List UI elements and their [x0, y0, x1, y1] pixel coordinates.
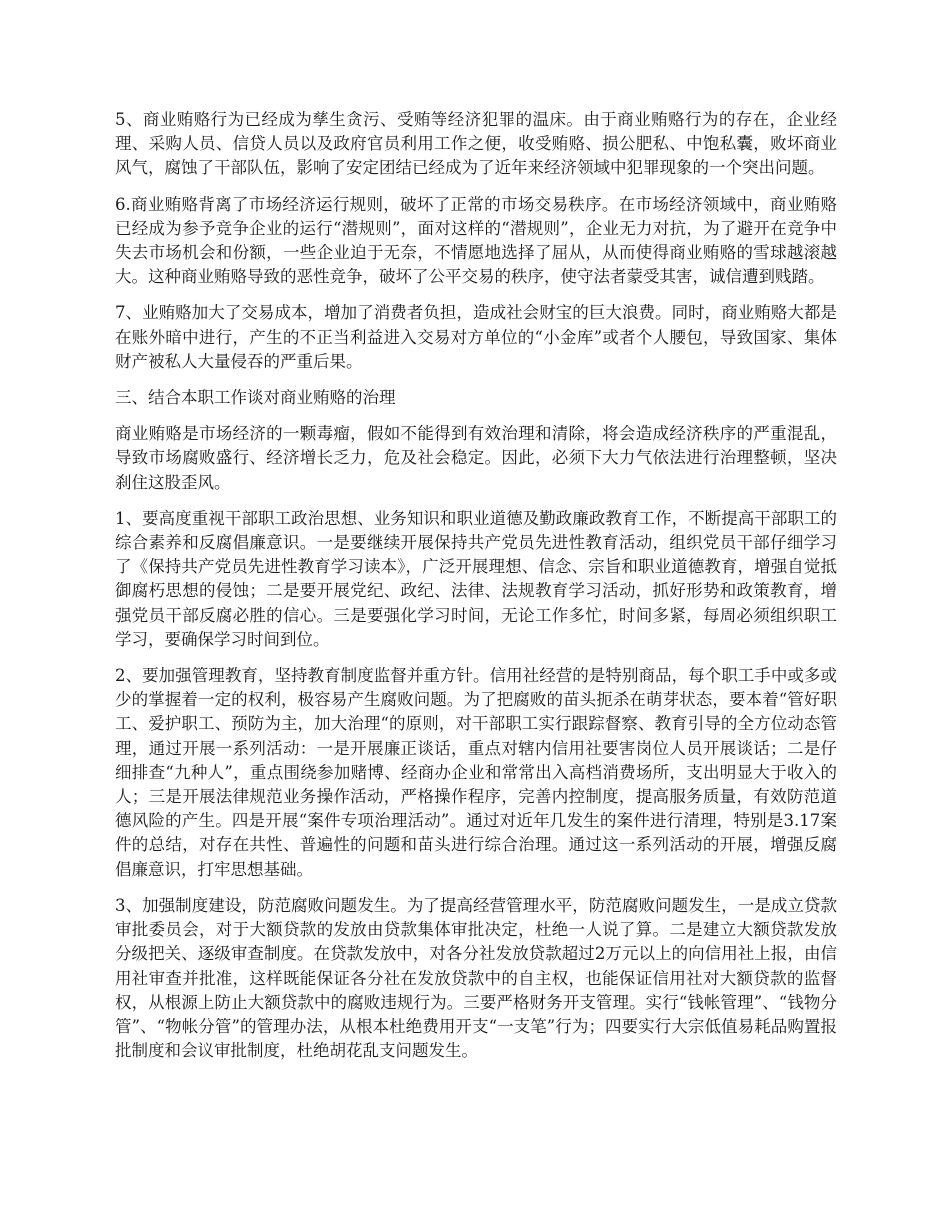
- paragraph-intro: 商业贿赂是市场经济的一颗毒瘤，假如不能得到有效治理和清除，将会造成经济秩序的严重混乱，导致市场腐败盛行、经济增长乏力，危及社会稳定。因此，必须下大力气依法进行治理整顿，坚决刹住这股歪风。: [115, 424, 837, 492]
- document-body: [115, 108, 837, 1075]
- paragraph-point-6: 6.商业贿赂背离了市场经济运行规则，破坏了正常的市场交易秩序。在市场经济领域中，商业贿赂已经成为参予竞争企业的运行“潜规则”，面对这样的“潜规则”，企业无力对抗，为了避开在竞争中失去市场机会和份额，一些企业迫于无奈，不情愿地选择了屈从，从而使得商业贿赂的雪球越滚越大。这种商业贿赂导致的恶性竞争，破坏了公平交易的秩序，使守法者蒙受其害，诚信遭到贱踏。: [115, 194, 837, 287]
- paragraph-measure-2: 2、要加强管理教育，坚持教育制度监督并重方针。信用社经营的是特别商品，每个职工手中或多或少的掌握着一定的权利，极容易产生腐败问题。为了把腐败的苗头扼杀在萌芽状态，要本着“管好职工、爱护职工、预防为主，加大治理“的原则，对干部职工实行跟踪督察、教育引导的全方位动态管理，通过开展一系列活动：一是开展廉正谈话，重点对辖内信用社要害岗位人员开展谈话；二是仔细排查“九种人”，重点围绕参加赌博、经商办企业和常常出入高档消费场所，支出明显大于收入的人；三是开展法律规范业务操作活动，严格操作程序，完善内控制度，提高服务质量，有效防范道德风险的产生。四是开展“案件专项治理活动”。通过对近年几发生的案件进行清理，特别是3.17案件的总结，对存在共性、普遍性的问题和苗头进行综合治理。通过这一系列活动的开展，增强反腐倡廉意识，打牢思想基础。: [115, 666, 837, 879]
- paragraph-measure-1: 1、要高度重视干部职工政治思想、业务知识和职业道德及勤政廉政教育工作，不断提高干部职工的综合素养和反腐倡廉意识。一是要继续开展保持共产党员先进性教育活动，组织党员干部仔细学习了《保持共产党员先进性教育学习读本》，广泛开展理想、信念、宗旨和职业道德教育，增强自觉抵御腐朽思想的侵蚀；二是要开展党纪、政纪、法律、法规教育学习活动，抓好形势和政策教育，增强党员干部反腐必胜的信心。三是要强化学习时间，无论工作多忙，时间多紧，每周必须组织职工学习，要确保学习时间到位。: [115, 508, 837, 649]
- paragraph-measure-3: 3、加强制度建设，防范腐败问题发生。为了提高经营管理水平，防范腐败问题发生，一是成立贷款审批委员会，对于大额贷款的发放由贷款集体审批决定，杜绝一人说了算。二是建立大额贷款发放分级把关、逐级审查制度。在贷款发放中，对各分社发放贷款超过2万元以上的向信用社上报，由信用社审查并批准，这样既能保证各分社在发放贷款中的自主权，也能保证信用社对大额贷款的监督权，从根源上防止大额贷款中的腐败违规行为。三要严格财务开支管理。实行“钱帐管理”、“钱物分管”、“物帐分管”的管理办法，从根本杜绝费用开支“一支笔”行为；四要实行大宗低值易耗品购置报批制度和会议审批制度，杜绝胡花乱支问题发生。: [115, 895, 837, 1061]
- paragraph-point-7: 7、业贿赂加大了交易成本，增加了消费者负担，造成社会财宝的巨大浪费。同时，商业贿赂大都是在账外暗中进行，产生的不正当利益进入交易对方单位的“小金库”或者个人腰包，导致国家、集体财产被私人大量侵吞的严重后果。: [115, 303, 837, 371]
- paragraph-point-5: 5、商业贿赂行为已经成为孳生贪污、受贿等经济犯罪的温床。由于商业贿赂行为的存在，企业经理、采购人员、信贷人员以及政府官员利用工作之便，收受贿赂、损公肥私、中饱私囊，败坏商业风气，腐蚀了干部队伍，影响了安定团结已经成为了近年来经济领域中犯罪现象的一个突出问题。: [115, 110, 837, 178]
- section-heading-3: 三、结合本职工作谈对商业贿赂的治理: [115, 388, 396, 408]
